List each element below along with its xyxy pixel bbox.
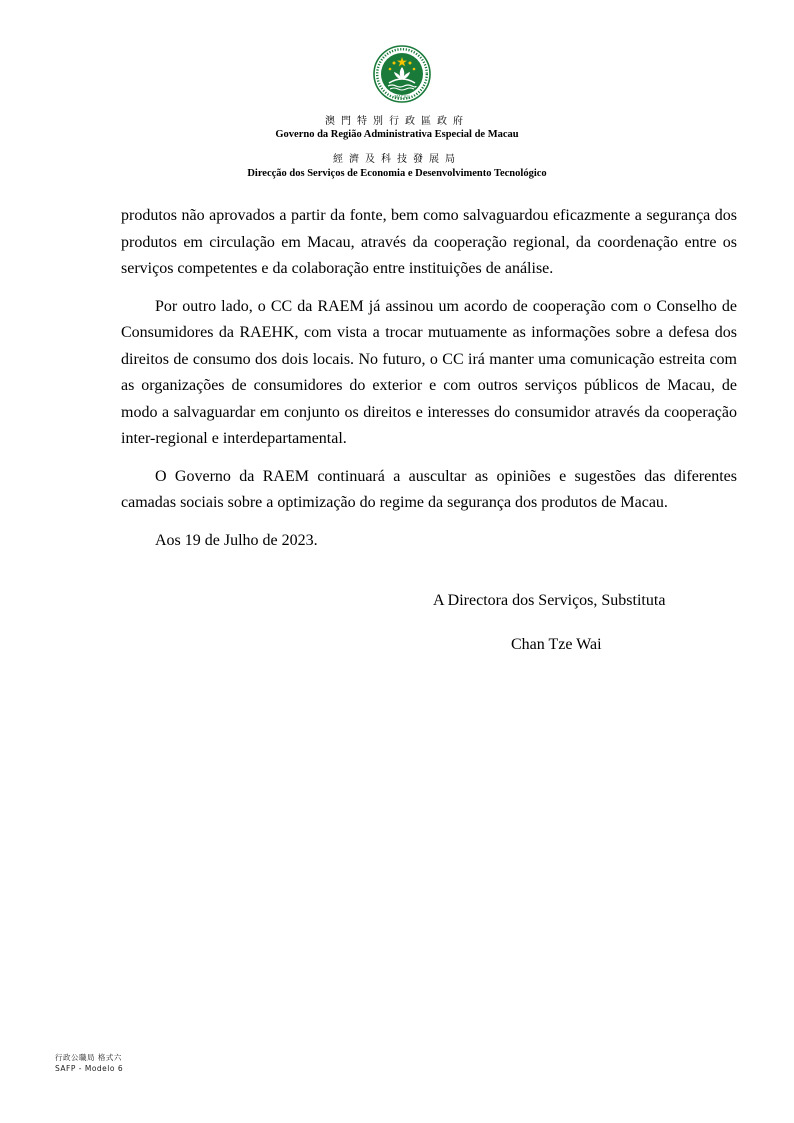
government-name-chinese: 澳門特別行政區政府 — [325, 116, 469, 127]
svg-text:MACAU: MACAU — [394, 94, 410, 100]
form-code-chinese: 行政公職局 格式六 — [55, 1053, 122, 1062]
signatory-title: A Directora dos Serviços, Substituta — [433, 592, 666, 609]
form-footer — [55, 1052, 123, 1074]
macau-emblem-icon — [373, 45, 431, 103]
government-name-portuguese: Governo da Região Administrativa Especial de Macau — [275, 129, 519, 140]
form-code-portuguese: SAFP - Modelo 6 — [55, 1064, 124, 1073]
body-paragraph: O Governo da RAEM continuará a auscultar as opiniões e sugestões das diferentes camadas sociais sobre a optimização do regime da segurança dos produtos de Macau. — [121, 467, 737, 511]
body-paragraph: produtos não aprovados a partir da fonte, bem como salvaguardou eficazmente a segurança dos produtos em circulação em Macau, através da cooperação regional, da coordenação entre os serviços competentes e da colaboração entre instituições de análise. — [121, 207, 737, 277]
signatory-name: Chan Tze Wai — [511, 636, 602, 653]
letter-date: Aos 19 de Julho de 2023. — [155, 531, 318, 549]
body-paragraph: Por outro lado, o CC da RAEM já assinou um acordo de cooperação com o Conselho de Consumidores da RAEHK, com vista a trocar mutuamente as informações sobre a defesa dos direitos de consumo dos dois locais. No futuro, o CC irá manter uma comunicação estreita com as organizações de consumidores do exterior e com outros serviços públicos de Macau, de modo a salvaguardar em conjunto os direitos e interesses do consumidor através da cooperação inter-regional e interdepartamental. — [121, 297, 737, 447]
department-name-chinese: 經濟及科技發展局 — [333, 154, 461, 165]
letter-body — [121, 203, 737, 565]
department-name-portuguese: Direcção dos Serviços de Economia e Desenvolvimento Tecnológico — [247, 168, 547, 179]
